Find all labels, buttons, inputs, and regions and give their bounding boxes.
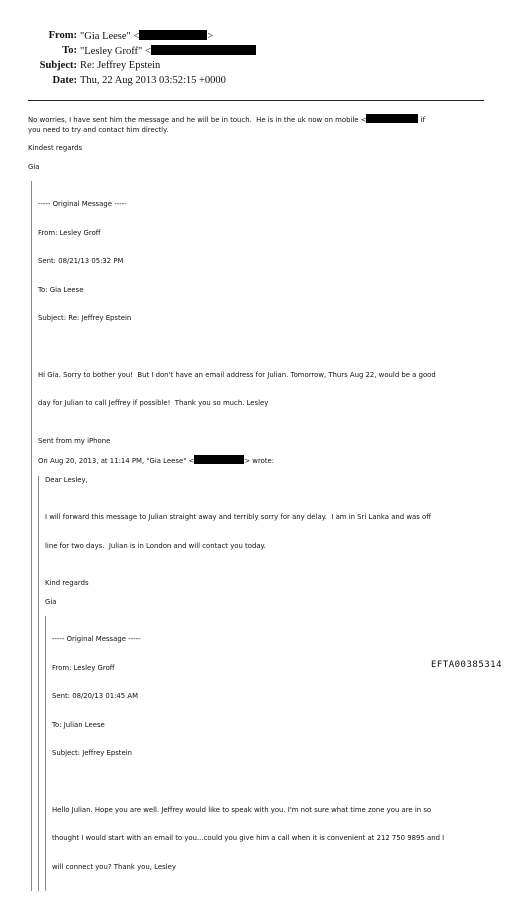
to-value — [80, 45, 256, 57]
from-name: "Gia Leese" < — [80, 31, 140, 42]
quote3-header-line: ----- Original Message ----- — [52, 635, 141, 643]
to-name: "Lesley Groff" < — [80, 46, 151, 57]
email-header — [0, 30, 512, 90]
subject-row — [0, 60, 512, 75]
quote1-wrote-line — [38, 455, 488, 467]
quote3-header-line: Subject: Jeffrey Epstein — [52, 749, 133, 757]
quote3-body-line: Hello Julian. Hope you are well. Jeffrey would like to speak with you. I'm not sure what time zone you are in so — [52, 805, 432, 814]
quote2-regards: Kind regards — [45, 579, 89, 587]
quote1-body-line: Hi Gia. Sorry to bother you! But I don't have an email address for Julian. Tomorrow, Thurs Aug 22, would be a good — [38, 370, 436, 379]
reply-signature: Gia — [28, 162, 40, 171]
quote2-body — [45, 494, 488, 570]
wrote-tail: > wrote: — [244, 457, 275, 465]
quoted-message-2 — [38, 476, 488, 892]
email-body — [28, 114, 488, 900]
quote1-sent-from: Sent from my iPhone — [38, 436, 111, 445]
to-label: To: — [62, 45, 77, 56]
from-row — [0, 30, 512, 45]
quote2-signature: Gia — [45, 597, 57, 606]
quote1-header-line: To: Gia Leese — [38, 285, 84, 294]
redaction-block — [194, 455, 244, 464]
quote1-header-line: Subject: Re: Jeffrey Epstein — [38, 314, 132, 322]
quoted-message-3 — [45, 616, 488, 891]
date-row — [0, 75, 512, 90]
reply-line-1-text: No worries, I have sent him the message and he will be in touch. He is in the uk now on mobile < — [28, 116, 367, 124]
quoted-message-1 — [31, 181, 488, 891]
quote2-body-line: line for two days. Julian is in London and will contact you today. — [45, 541, 266, 550]
from-label: From: — [48, 30, 77, 41]
from-close: > — [207, 31, 214, 42]
reply-regards: Kindest regards — [28, 144, 83, 152]
from-value — [80, 30, 213, 42]
reply-line-1 — [28, 114, 488, 126]
quote1-header-line: ----- Original Message ----- — [38, 200, 127, 208]
quote1-body — [38, 352, 488, 428]
document-id: EFTA00385314 — [430, 660, 502, 670]
quote3-body-line: will connect you? Thank you, Lesley — [52, 862, 176, 871]
reply-line-1-tail: if — [420, 116, 426, 124]
subject-label: Subject: — [39, 60, 77, 71]
redaction-block — [151, 45, 256, 55]
quote2-body-line: I will forward this message to Julian straight away and terribly sorry for any delay. I am in Sri Lanka and was off — [45, 513, 431, 521]
date-label: Date: — [52, 75, 77, 86]
wrote-text: On Aug 20, 2013, at 11:14 PM, "Gia Leese" < — [38, 457, 195, 465]
quote2-greeting: Dear Lesley, — [45, 475, 88, 484]
quote1-header — [38, 181, 488, 343]
redaction-block — [366, 114, 418, 123]
date-value: Thu, 22 Aug 2013 03:52:15 +0000 — [80, 75, 226, 86]
quote3-header-line: From: Lesley Groff — [52, 663, 115, 672]
reply-paragraph — [28, 114, 488, 135]
quote1-header-line: From: Lesley Groff — [38, 228, 101, 237]
to-row — [0, 45, 512, 60]
header-divider — [28, 100, 484, 101]
quote1-body-line: day for Julian to call Jeffrey if possible! Thank you so much. Lesley — [38, 399, 269, 407]
redaction-block — [139, 30, 207, 40]
reply-line-2: you need to try and contact him directly. — [28, 125, 169, 134]
quote3-header — [52, 616, 488, 778]
quote3-header-line: To: Julian Leese — [52, 720, 105, 729]
quote3-body-line: thought I would start with an email to you...could you give him a call when it is convenient at 212 750 9895 and I — [52, 834, 445, 842]
subject-value: Re: Jeffrey Epstein — [80, 60, 161, 71]
quote1-header-line: Sent: 08/21/13 05:32 PM — [38, 257, 124, 265]
quote3-header-line: Sent: 08/20/13 01:45 AM — [52, 692, 139, 700]
quote3-body — [52, 787, 488, 892]
